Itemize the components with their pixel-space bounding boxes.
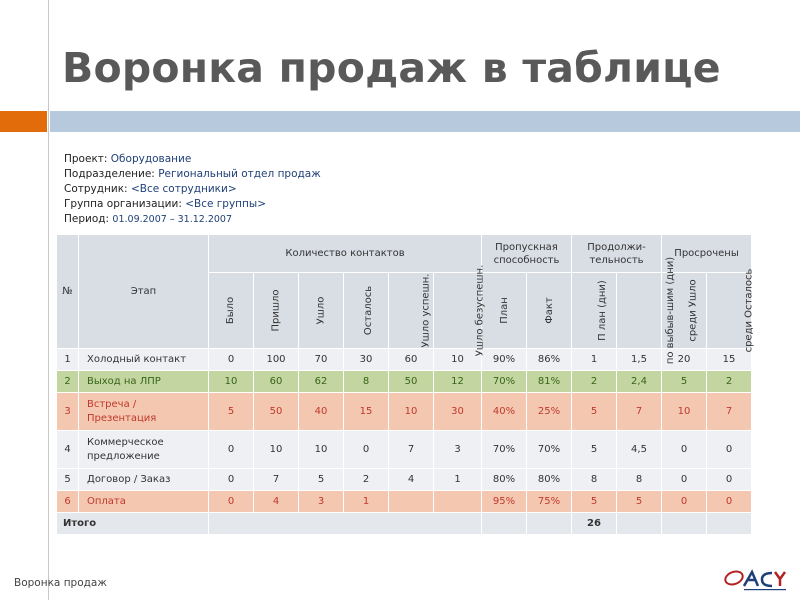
table-cell: 7 (617, 393, 662, 431)
table-row (57, 371, 752, 393)
table-cell (662, 513, 707, 535)
table-cell: 75% (527, 491, 572, 513)
table-cell: 4,5 (617, 431, 662, 469)
header-sub: Ушло успешн. (389, 273, 434, 349)
header-sub: Было (209, 273, 254, 349)
table-cell: 30 (434, 393, 482, 431)
table-cell: 0 (344, 431, 389, 469)
table-cell: 60 (389, 349, 434, 371)
footer-caption: Воронка продаж (14, 577, 107, 589)
table-cell: 70 (299, 349, 344, 371)
table-cell: 8 (617, 469, 662, 491)
table-cell: 5 (572, 491, 617, 513)
table-cell: 2 (572, 371, 617, 393)
header-sub: Ушло (299, 273, 344, 349)
row-num: 3 (57, 393, 79, 431)
table-cell: 10 (299, 431, 344, 469)
table-cell: 0 (209, 469, 254, 491)
table-cell: 10 (389, 393, 434, 431)
total-value: 26 (572, 513, 617, 535)
total-row (57, 513, 752, 535)
header-sub: Ушло безуспешн. (434, 273, 482, 349)
table-cell: 5 (209, 393, 254, 431)
table-row (57, 393, 752, 431)
header-sub: по выбыв-шим (дни) (617, 273, 662, 349)
table-cell: 50 (389, 371, 434, 393)
table-row (57, 431, 752, 469)
sales-funnel-table (56, 234, 755, 535)
header-sub: П лан (дни) (572, 273, 617, 349)
meta-org-group: Группа организации: <Все группы> (64, 198, 267, 210)
header-sub: среди Ушло (662, 273, 707, 349)
table-cell: 8 (344, 371, 389, 393)
row-stage: Встреча / Презентация (79, 393, 209, 431)
table-cell: 7 (389, 431, 434, 469)
report-parameters (64, 152, 321, 227)
meta-employee: Сотрудник: <Все сотрудники> (64, 183, 237, 195)
table-cell: 0 (707, 469, 752, 491)
table-row (57, 491, 752, 513)
header-num: № (57, 235, 79, 349)
header-overdue-group: Просрочены (662, 235, 752, 273)
table-cell: 80% (527, 469, 572, 491)
table-cell: 4 (254, 491, 299, 513)
table-cell (482, 513, 527, 535)
table-cell: 10 (209, 371, 254, 393)
header-stage: Этап (79, 235, 209, 349)
table-cell: 3 (434, 431, 482, 469)
row-num: 6 (57, 491, 79, 513)
table-row (57, 349, 752, 371)
table-cell: 60 (254, 371, 299, 393)
table-cell: 10 (662, 393, 707, 431)
table-cell: 0 (209, 349, 254, 371)
table-cell: 15 (707, 349, 752, 371)
table-cell: 70% (482, 371, 527, 393)
table-cell: 10 (254, 431, 299, 469)
header-throughput-group: Пропускная способность (482, 235, 572, 273)
company-logo-icon (722, 566, 792, 594)
table-cell (389, 491, 434, 513)
table-cell (707, 513, 752, 535)
meta-period: Период: 01.09.2007 – 31.12.2007 (64, 213, 232, 225)
table-cell: 10 (434, 349, 482, 371)
table-cell: 1 (434, 469, 482, 491)
table-cell: 15 (344, 393, 389, 431)
table-cell: 62 (299, 371, 344, 393)
row-num: 1 (57, 349, 79, 371)
meta-department: Подразделение: Региональный отдел продаж (64, 168, 321, 180)
total-label: Итого (57, 513, 209, 535)
table-cell: 50 (254, 393, 299, 431)
table-cell: 40% (482, 393, 527, 431)
header-contacts-group: Количество контактов (209, 235, 482, 273)
row-stage: Выход на ЛПР (79, 371, 209, 393)
header-sub: Осталось (344, 273, 389, 349)
header-sub: План (482, 273, 527, 349)
table-cell: 25% (527, 393, 572, 431)
table-cell: 81% (527, 371, 572, 393)
table-cell: 7 (707, 393, 752, 431)
table-cell: 0 (707, 491, 752, 513)
table-cell: 80% (482, 469, 527, 491)
slide-title: Воронка продаж в таблице (62, 44, 721, 92)
table-cell: 5 (617, 491, 662, 513)
table-cell: 40 (299, 393, 344, 431)
table-cell: 86% (527, 349, 572, 371)
row-num: 2 (57, 371, 79, 393)
table-cell: 5 (572, 431, 617, 469)
row-stage: Оплата (79, 491, 209, 513)
row-stage: Холодный контакт (79, 349, 209, 371)
table-cell (434, 491, 482, 513)
table-cell: 0 (209, 431, 254, 469)
header-sub: Пришло (254, 273, 299, 349)
table-cell: 3 (299, 491, 344, 513)
table-cell: 5 (662, 371, 707, 393)
table-cell: 2 (707, 371, 752, 393)
table-cell: 0 (662, 431, 707, 469)
row-num: 5 (57, 469, 79, 491)
accent-bar-blue (50, 111, 800, 132)
table-cell: 70% (482, 431, 527, 469)
header-sub: среди Осталось (707, 273, 752, 349)
table-cell: 20 (662, 349, 707, 371)
table-cell: 8 (572, 469, 617, 491)
table-cell: 2 (344, 469, 389, 491)
row-num: 4 (57, 431, 79, 469)
table-cell: 100 (254, 349, 299, 371)
table-cell: 1,5 (617, 349, 662, 371)
meta-project: Проект: Оборудование (64, 153, 192, 165)
table-cell (527, 513, 572, 535)
table-cell: 1 (572, 349, 617, 371)
table-cell (209, 513, 482, 535)
header-sub: Факт (527, 273, 572, 349)
table-cell: 0 (209, 491, 254, 513)
row-stage: Коммерческое предложение (79, 431, 209, 469)
table-cell: 70% (527, 431, 572, 469)
row-stage: Договор / Заказ (79, 469, 209, 491)
table-row (57, 469, 752, 491)
table-cell: 5 (299, 469, 344, 491)
table-cell: 12 (434, 371, 482, 393)
table-cell: 95% (482, 491, 527, 513)
table-cell: 0 (662, 491, 707, 513)
left-vertical-rule (48, 0, 49, 600)
table-cell: 1 (344, 491, 389, 513)
table-cell: 90% (482, 349, 527, 371)
table-cell: 4 (389, 469, 434, 491)
table-cell (617, 513, 662, 535)
table-cell: 0 (707, 431, 752, 469)
table-cell: 7 (254, 469, 299, 491)
table-cell: 5 (572, 393, 617, 431)
table-cell: 2,4 (617, 371, 662, 393)
table-cell: 0 (662, 469, 707, 491)
accent-bar-orange (0, 111, 47, 132)
table-cell: 30 (344, 349, 389, 371)
header-duration-group: Продолжи-тельность (572, 235, 662, 273)
